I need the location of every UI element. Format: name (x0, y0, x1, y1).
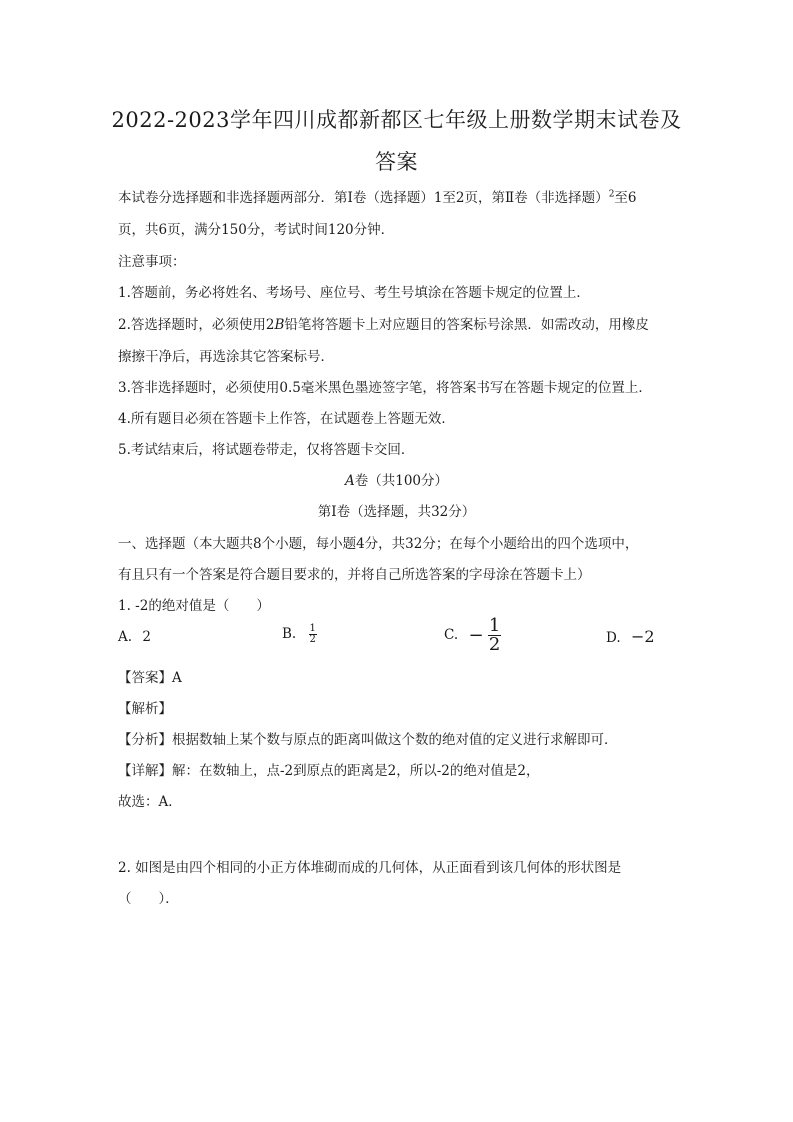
question-1-fenxi: 【分析】根据数轴上某个数与原点的距离叫做这个数的绝对值的定义进行求解即可． (118, 732, 618, 748)
option-a-value: 2 (142, 629, 151, 645)
intro-line-1 (118, 186, 637, 206)
notice-item-1: 1.答题前，务必将姓名、考场号、座位号、考生号填涂在答题卡规定的位置上． (118, 285, 590, 301)
question-1-answer: 【答案】A (118, 670, 182, 686)
section-a-rest: 卷（共100分） (354, 473, 449, 489)
notice-item-3: 3.答非选择题时，必须使用0.5毫米黑色墨迹签字笔，将答案书写在答题卡规定的位置上． (118, 380, 652, 396)
section-a-title (0, 469, 793, 489)
question-1-option-c (444, 617, 501, 654)
notice-item-4: 4.所有题目必须在答题卡上作答，在试题卷上答题无效． (118, 411, 455, 427)
option-c-sign: − (468, 625, 484, 646)
notice-heading: 注意事项： (118, 254, 186, 270)
question-2-stem-line-1: 2. 如图是由四个相同的小正方体堆砌而成的几何体，从正面看到该几何体的形状图是 (118, 860, 622, 876)
option-d-value: −2 (630, 627, 655, 646)
notice-item-2-post: 铅笔将答题卡上对应题目的答案标号涂黑．如需改动，用橡皮 (284, 317, 649, 333)
option-b-label: B. (282, 626, 297, 642)
choice-intro-line-1: 一、选择题（本大题共8个小题，每小题4分，共32分；在每个小题给出的四个选项中， (118, 536, 639, 552)
question-1-option-a (118, 629, 151, 645)
option-c-label: C. (444, 627, 459, 643)
notice-item-2-cont: 擦擦干净后，再选涂其它答案标号． (118, 349, 334, 365)
notice-item-2 (118, 313, 649, 333)
question-1-choice: 故选：A． (118, 794, 182, 810)
question-1-analysis-heading: 【解析】 (118, 701, 172, 717)
option-b-denominator: 2 (309, 634, 316, 645)
question-1-option-d (606, 627, 655, 646)
document-title-line1: 2022-2023学年四川成都新都区七年级上册数学期末试卷及 (111, 108, 682, 132)
intro-text-b: 至6 (614, 190, 637, 206)
option-d-label: D. (606, 630, 621, 646)
choice-intro-line-2: 有且只有一个答案是符合题目要求的，并将自己所选答案的字母涂在答题卡上） (118, 567, 591, 583)
option-a-label: A. (118, 629, 133, 645)
section-a-letter: A (344, 473, 355, 489)
notice-item-2-pre: 2.答选择题时，必须使用2 (118, 317, 275, 333)
intro-superscript: 2 (608, 189, 615, 200)
question-2-stem-line-2: （ ）． (118, 891, 179, 907)
option-c-denominator: 2 (488, 634, 501, 655)
document-title-line2: 答案 (375, 150, 418, 174)
option-c-numerator: 1 (488, 615, 501, 636)
option-c-fraction (488, 617, 501, 654)
option-b-fraction (309, 624, 317, 645)
intro-line-2: 页，共6页，满分150分，考试时间120分钟． (118, 222, 395, 238)
question-1-xiangjie: 【详解】解：在数轴上，点-2到原点的距离是2，所以-2的绝对值是2， (118, 763, 540, 779)
notice-item-2-italic: B (274, 317, 285, 333)
notice-item-5: 5.考试结束后，将试题卷带走，仅将答题卡交回． (118, 442, 415, 458)
question-1-option-b (282, 624, 317, 645)
option-b-numerator: 1 (309, 623, 316, 634)
intro-text-a: 本试卷分选择题和非选择题两部分．第Ⅰ卷（选择题）1至2页，第Ⅱ卷（非选择题） (118, 190, 609, 206)
part1-title: 第Ⅰ卷（选择题，共32分） (317, 504, 476, 520)
question-1-stem: 1. -2的绝对值是（ ） (118, 598, 270, 614)
